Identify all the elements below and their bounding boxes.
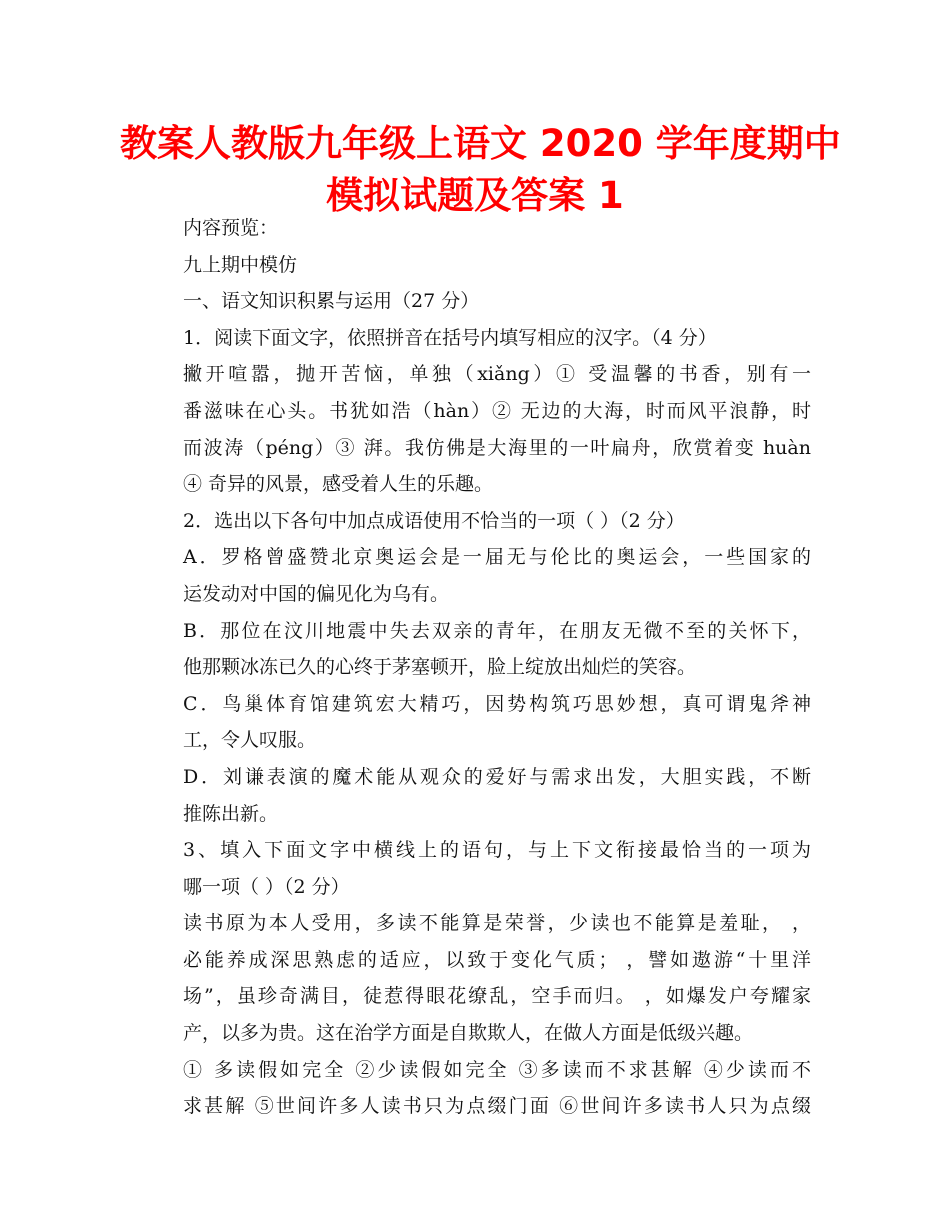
- question-1-passage: [143, 356, 811, 502]
- prompt-line: 3、填入下面文字中横线上的语句，与上下文衔接最恰当的一项为: [183, 839, 811, 862]
- document-title: [120, 118, 841, 222]
- section-heading: 一、语文知识积累与运用（27 分）: [183, 290, 480, 313]
- title-line-2: 模拟试题及答案 1: [326, 174, 624, 217]
- prompt-line: 哪一项（ ）（2 分）: [183, 875, 350, 898]
- passage-line: 必能养成深思熟虑的适应，以致于变化气质； ，譬如遨游“十里洋: [183, 948, 811, 971]
- passage-line: 撇开喧嚣，抛开苦恼，单独（xiǎng）① 受温馨的书香，别有一: [183, 363, 811, 386]
- passage-line: 番滋味在心头。书犹如浩（hàn）② 无边的大海，时而风平浪静，时: [183, 399, 811, 422]
- option-line: B．那位在汶川地震中失去双亲的青年，在朋友无微不至的关怀下，: [183, 619, 811, 642]
- passage-line: 而波涛（péng）③ 湃。我仿佛是大海里的一叶扁舟，欣赏着变 huàn: [183, 436, 811, 459]
- question-3-prompt: [143, 832, 811, 905]
- passage-line: 产，以多为贵。这在治学方面是自欺欺人，在做人方面是低级兴趣。: [183, 1022, 754, 1045]
- question-2-option-c: [143, 686, 811, 759]
- question-2-option-a: [143, 539, 811, 612]
- option-line: D．刘谦表演的魔术能从观众的爱好与需求出发，大胆实践，不断: [183, 765, 811, 788]
- option-line: 他那颗冰冻已久的心终于茅塞顿开，脸上绽放出灿烂的笑容。: [183, 656, 697, 679]
- question-2-prompt: 2．选出以下各句中加点成语使用不恰当的一项（ ）（2 分）: [183, 509, 685, 532]
- preview-label: 内容预览：: [183, 217, 279, 239]
- option-line: 运发动对中国的偏见化为乌有。: [183, 582, 450, 605]
- options-line: 求甚解 ⑤世间许多人读书只为点缀门面 ⑥世间许多读书人只为点缀: [183, 1095, 811, 1118]
- question-3-options: [143, 1052, 811, 1125]
- options-line: ① 多读假如完全 ②少读假如完全 ③多读而不求甚解 ④少读而不: [183, 1058, 811, 1081]
- question-3-passage: [143, 905, 811, 1051]
- question-1-prompt: 1．阅读下面文字，依照拼音在括号内填写相应的汉字。（4 分）: [183, 326, 717, 349]
- passage-line: ④ 奇异的风景，感受着人生的乐趣。: [183, 473, 494, 496]
- option-line: 推陈出新。: [183, 802, 279, 825]
- option-line: C．鸟巢体育馆建筑宏大精巧，因势构筑巧思妙想，真可谓鬼斧神: [183, 692, 811, 715]
- title-line-1: 教案人教版九年级上语文 2020 学年度期中: [120, 122, 841, 165]
- passage-line: 场”，虽珍奇满目，徒惹得眼花缭乱，空手而归。 ，如爆发户夸耀家: [183, 985, 811, 1008]
- passage-line: 读书原为本人受用，多读不能算是荣誉，少读也不能算是羞耻， ，: [183, 912, 811, 935]
- option-line: 工，令人叹服。: [183, 729, 317, 752]
- option-line: A．罗格曾盛赞北京奥运会是一届无与伦比的奥运会，一些国家的: [183, 546, 811, 569]
- document-body: [143, 210, 811, 1125]
- question-2-option-b: [143, 613, 811, 686]
- exam-subtitle: 九上期中模仿: [183, 253, 298, 276]
- question-2-option-d: [143, 759, 811, 832]
